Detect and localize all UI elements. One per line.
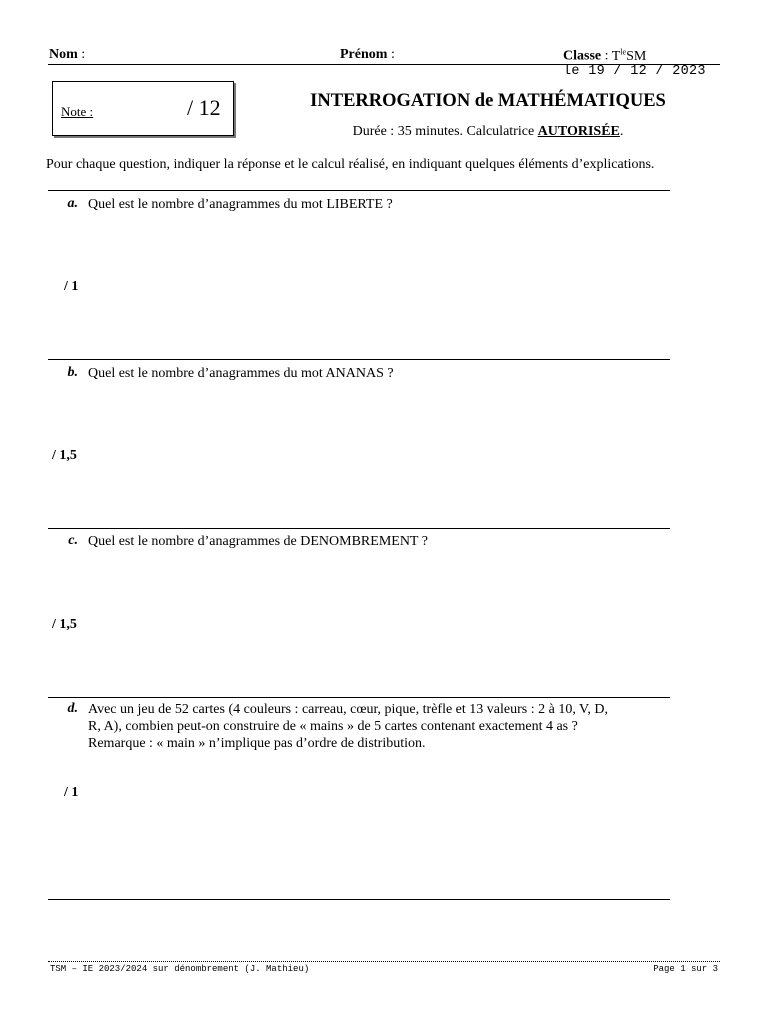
classe-value-suffix: SM (626, 48, 647, 64)
grade-max: / 12 (187, 95, 221, 120)
question-a-points: / 1 (64, 279, 79, 294)
prenom-field-label (340, 47, 395, 63)
classe-field (563, 47, 646, 65)
question-line: Quel est le nombre d’anagrammes du mot ANANAS ? (88, 366, 394, 381)
nom-label: Nom (49, 47, 78, 62)
question-a-text (88, 196, 673, 213)
prenom-label: Prénom (340, 47, 388, 62)
calculator-status: AUTORISÉE (537, 124, 620, 139)
page-title: INTERROGATION de MATHÉMATIQUES (310, 91, 666, 111)
separator-line (48, 899, 670, 900)
question-a-letter: a. (67, 196, 78, 211)
question-c-points: / 1,5 (52, 617, 77, 632)
question-b-letter: b. (67, 365, 78, 380)
question-d-points: / 1 (64, 785, 79, 800)
classe-label: Classe (563, 48, 602, 64)
duration-end: . (619, 124, 624, 139)
footer-left: TSM – IE 2023/2024 sur dénombrement (J. Mathieu) (50, 964, 310, 974)
question-line: Remarque : « main » n’implique pas d’ordre de distribution. (88, 736, 426, 751)
classe-value-prefix: T (611, 48, 621, 64)
nom-separator: : (77, 47, 86, 62)
exam-date: le 19 / 12 / 2023 (563, 64, 706, 79)
classe-value (612, 49, 647, 64)
question-line: Quel est le nombre d’anagrammes de DENOMBREMENT ? (88, 534, 428, 549)
page-number: Page 1 sur 3 (653, 964, 718, 974)
question-line: Avec un jeu de 52 cartes (4 couleurs : carreau, cœur, pique, trèfle et 13 valeurs : 2 à 10, V, D, (88, 702, 608, 717)
grade-box (52, 81, 234, 136)
question-c-text (88, 533, 673, 550)
question-d-text (88, 701, 673, 752)
nom-field-label (49, 47, 85, 63)
question-line: Quel est le nombre d’anagrammes du mot LIBERTE ? (88, 197, 393, 212)
grade-label: Note : (61, 104, 94, 119)
separator-line (48, 190, 670, 191)
prenom-separator: : (387, 47, 395, 62)
question-d-letter: d. (67, 701, 78, 716)
question-b-text (88, 365, 673, 382)
instructions: Pour chaque question, indiquer la réponse et le calcul réalisé, en indiquant quelques éléments d’explications. (46, 157, 655, 172)
classe-separator: : (601, 48, 612, 64)
question-c-letter: c. (68, 533, 78, 548)
question-line: R, A), combien peut-on construire de « mains » de 5 cartes contenant exactement 4 as ? (88, 719, 578, 734)
classe-value-sup: le (620, 47, 627, 56)
duration-text: Durée : 35 minutes. Calculatrice (352, 124, 538, 139)
footer-rule (48, 961, 720, 962)
duration-line (248, 124, 728, 140)
separator-line (48, 697, 670, 698)
separator-line (48, 528, 670, 529)
question-b-points: / 1,5 (52, 448, 77, 463)
separator-line (48, 359, 670, 360)
